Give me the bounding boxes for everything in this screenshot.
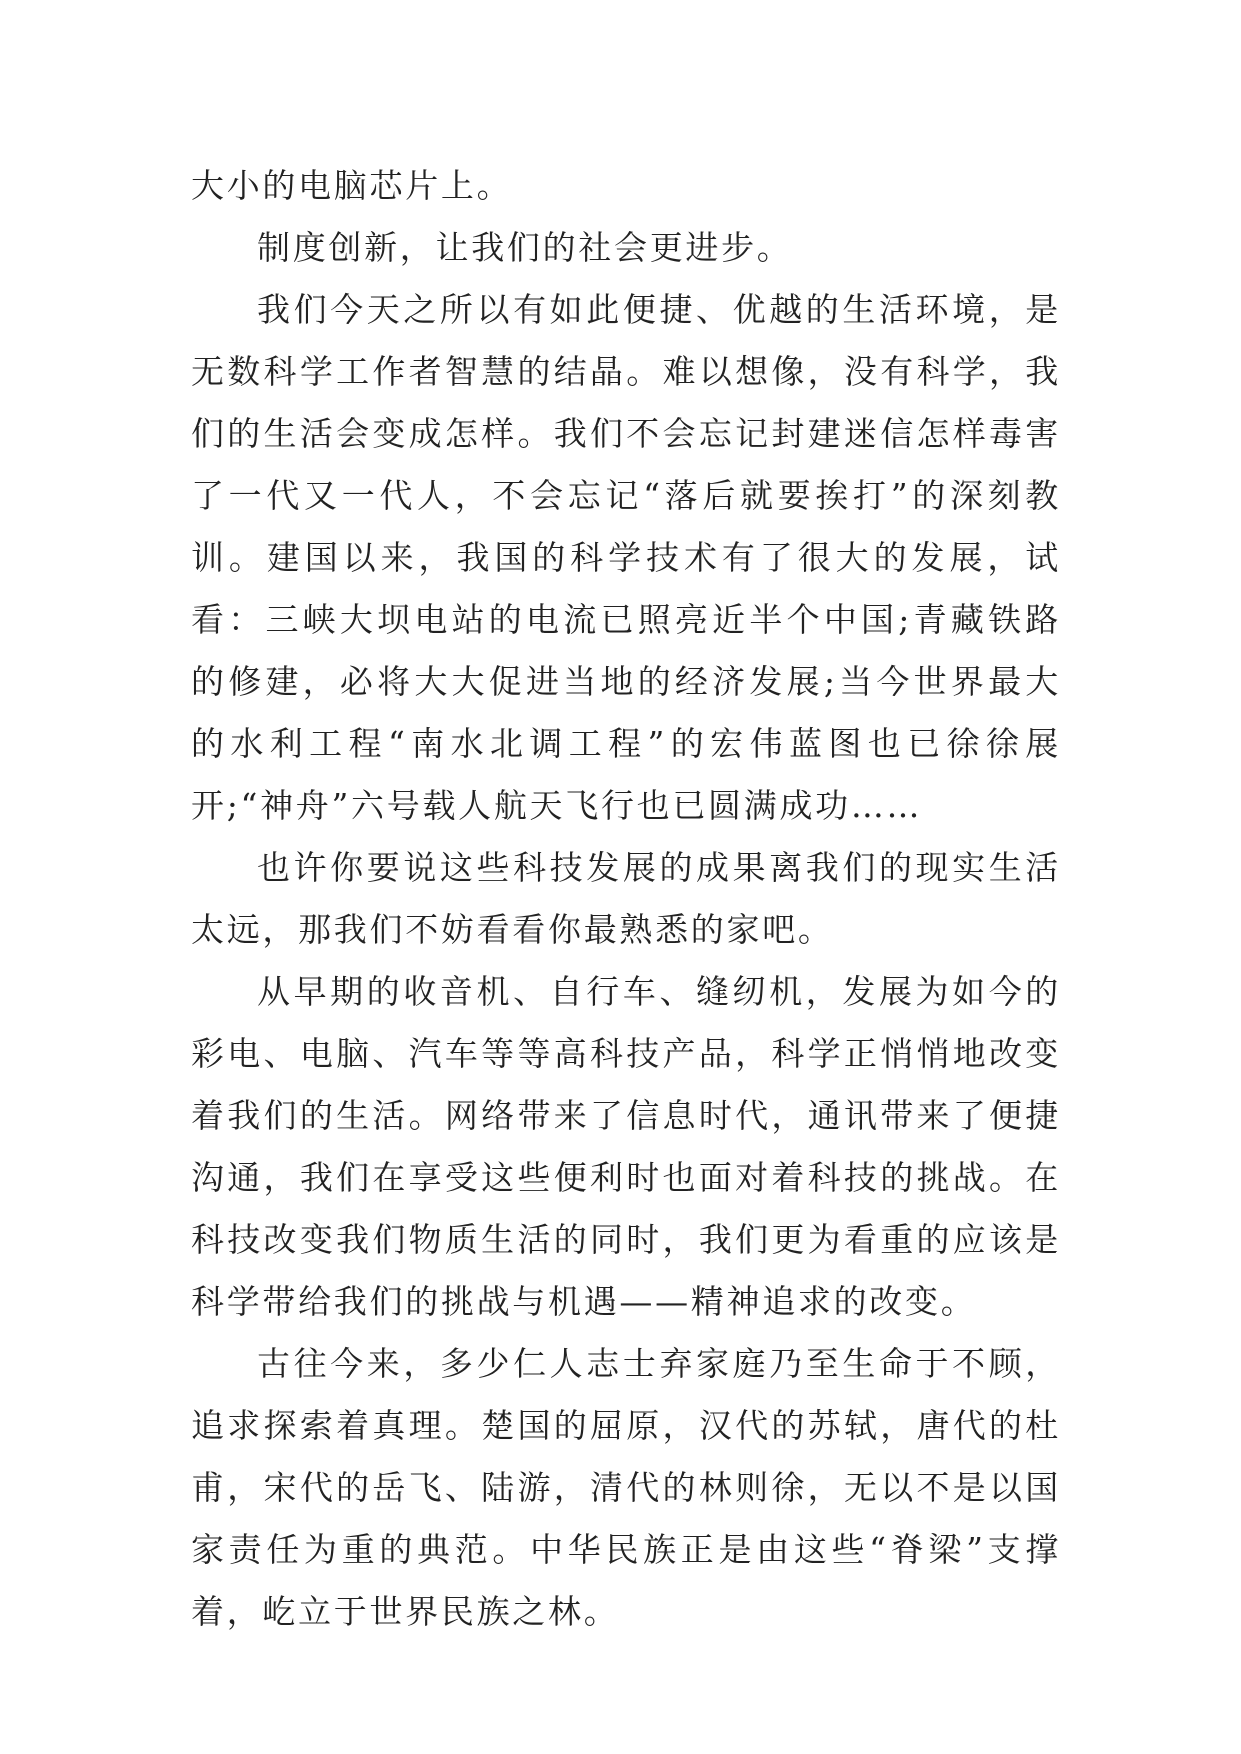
- paragraph-6: 古往今来，多少仁人志士弃家庭乃至生命于不顾，追求探索着真理。楚国的屈原，汉代的苏轼，唐代的杜甫，宋代的岳飞、陆游，清代的林则徐，无以不是以国家责任为重的典范。中华民族正是由这些“脊梁”支撑着，屹立于世界民族之林。: [191, 1344, 1061, 1631]
- paragraph-5: 从早期的收音机、自行车、缝纫机，发展为如今的彩电、电脑、汽车等等高科技产品，科学正悄悄地改变着我们的生活。网络带来了信息时代，通讯带来了便捷沟通，我们在享受这些便利时也面对着科技的挑战。在科技改变我们物质生活的同时，我们更为看重的应该是科学带给我们的挑战与机遇——精神追求的改变。: [191, 972, 1061, 1321]
- paragraph-3: 我们今天之所以有如此便捷、优越的生活环境，是无数科学工作者智慧的结晶。难以想像，没有科学，我们的生活会变成怎样。我们不会忘记封建迷信怎样毒害了一代又一代人，不会忘记“落后就要挨打”的深刻教训。建国以来，我国的科学技术有了很大的发展，试看：三峡大坝电站的电流已照亮近半个中国;青藏铁路的修建，必将大大促进当地的经济发展;当今世界最大的水利工程“南水北调工程”的宏伟蓝图也已徐徐展开;“神舟”六号载人航天飞行也已圆满成功……: [191, 290, 1061, 825]
- document-body: [191, 155, 1061, 1643]
- paragraph-1: 大小的电脑芯片上。: [191, 166, 513, 205]
- paragraph-4: 也许你要说这些科技发展的成果离我们的现实生活太远，那我们不妨看看你最熟悉的家吧。: [191, 848, 1061, 949]
- paragraph-2: 制度创新，让我们的社会更进步。: [257, 228, 793, 267]
